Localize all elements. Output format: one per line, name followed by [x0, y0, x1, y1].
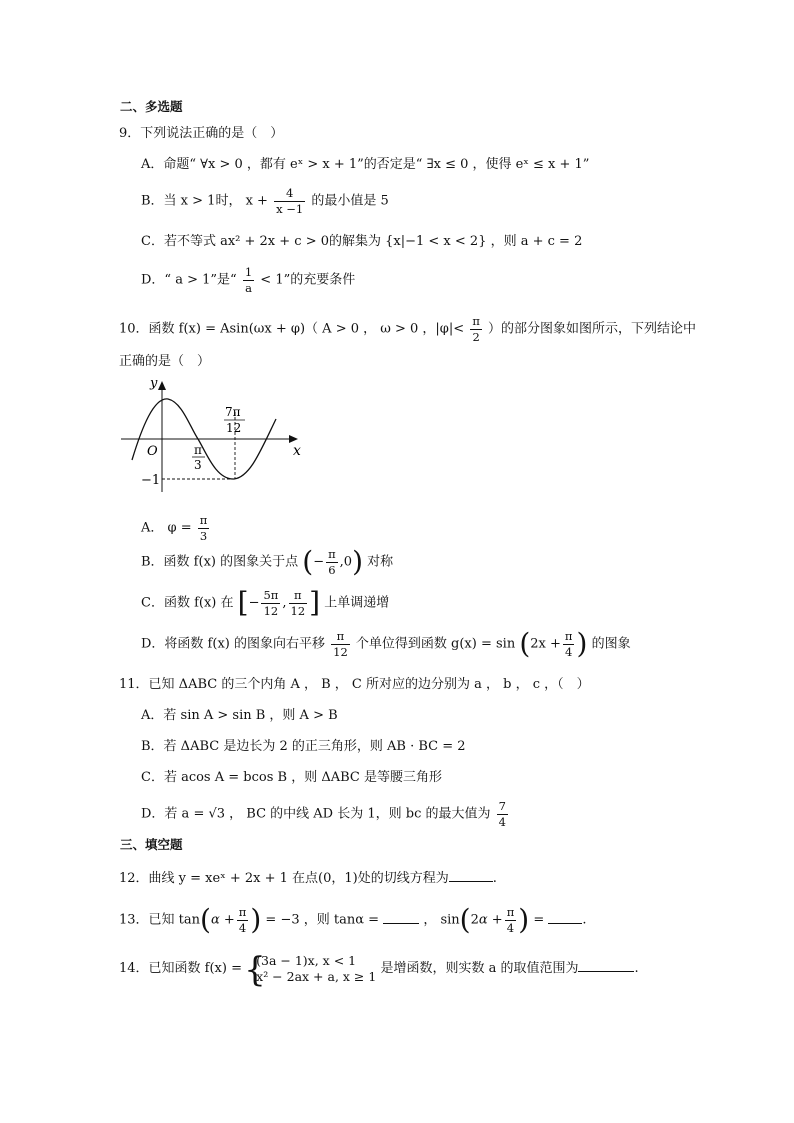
question-10-stem [119, 315, 696, 343]
q9-d-fraction [243, 266, 254, 294]
q10-b-fraction [326, 548, 338, 576]
q10-d-den: 12 [333, 644, 348, 659]
q10-b-post: 对称 [367, 554, 394, 570]
question-13: 13．已知 tan(α + $\frac{\pi}{4}$ ) = −3 ，则 tanα = ， sin(2α + $\frac{\pi}{4}$ ) = . [119, 903, 587, 937]
q10-d-post: 的图象 [591, 636, 631, 652]
q13-answer-blank-1[interactable] [383, 911, 419, 924]
q10-d-lparen: ( [519, 627, 531, 661]
q10-d-fraction [331, 630, 350, 658]
q9-d-num: 1 [244, 265, 253, 279]
q13-rparen1: ) [250, 903, 262, 937]
q10-c-pre: C．函数 f(x) 在 [141, 595, 234, 611]
q10-c-num1: 5π [263, 588, 279, 602]
q9-b-fraction [274, 187, 305, 215]
q10-d-pre: D．将函数 f(x) 的图象向右平移 [141, 636, 325, 652]
question-14 [119, 953, 639, 984]
x-axis-label: x [293, 443, 301, 459]
q9-d-pre: D．“ a > 1”是“ [141, 272, 237, 288]
tick-7pi12-num: 7π [225, 405, 241, 419]
q10-c-num2: π [289, 589, 308, 604]
section-fill-blank-heading: 三、填空题 [120, 837, 183, 852]
q10-b-num: π [328, 547, 336, 561]
q13-mid2: ， sin [423, 912, 460, 928]
origin-label: O [147, 444, 158, 459]
q13-num2: π [506, 905, 515, 919]
q10-c-den2: 12 [290, 603, 306, 618]
q14-answer-blank[interactable] [578, 959, 634, 972]
tick-7pi12-den: 12 [226, 421, 242, 435]
question-11-option-d [141, 800, 510, 828]
q10-b-lparen: ( [302, 545, 314, 579]
q14-end: . [634, 961, 639, 977]
q14-case1: { (3a − 1)x, x < 1 [256, 953, 357, 968]
q12-text: 12．曲线 y = xeˣ + 2x + 1 在点(0，1)处的切线方程为 [119, 871, 449, 886]
question-9-option-c: C．若不等式 ax² + 2x + c > 0的解集为 {x|−1 < x < 2} ，则 a + c = 2 [141, 234, 583, 249]
q13-fraction2 [505, 906, 517, 934]
q9-b-num: 4 [274, 187, 305, 202]
q10-b-pre: B．函数 f(x) 的图象关于点 [141, 554, 299, 570]
q14-post: 是增函数，则实数 a 的取值范围为 [380, 961, 579, 977]
q13-mid1: = −3 ，则 tanα = [265, 912, 380, 928]
question-11-option-a: A．若 sin A > sin B ，则 A > B [141, 708, 338, 723]
question-10-option-d: D．将函数 f(x) 的图象向右平移 $\frac{\pi}{12}$ 个单位得到函数 g(x) = sin (2x + $\frac{\pi}{4}$ ) 的图象 [141, 627, 631, 661]
q10-b-den: 6 [328, 562, 336, 577]
question-10-stem-line2: 正确的是（ ） [119, 354, 211, 369]
q13-den2: 4 [506, 920, 515, 935]
q10-stem-num: π [472, 314, 480, 328]
q10-d-num: π [331, 630, 350, 645]
q10-d-mid: 个单位得到函数 g(x) = sin [355, 636, 516, 652]
q13-lparen1: ( [200, 903, 211, 937]
q12-answer-blank[interactable] [449, 869, 493, 882]
q14-pre: 14．已知函数 f(x) = [119, 961, 242, 977]
q10-a-pre: A． φ = [141, 520, 192, 536]
q9-b-pre: B．当 x > 1时， x + [141, 193, 268, 209]
q10-a-den: 3 [199, 528, 208, 543]
neg-one-label: −1 [141, 473, 161, 488]
q10-stem-pre: 10．函数 f(x) = Asin(ωx + φ)（ A > 0 ， ω > 0 ，|φ|< [119, 321, 465, 337]
question-9-stem: 9．下列说法正确的是（ ） [119, 126, 284, 141]
q11-d-den: 4 [498, 814, 506, 829]
q13-answer-blank-2[interactable] [548, 911, 582, 924]
question-11-option-c: C．若 acos A = bcos B ，则 ΔABC 是等腰三角形 [141, 770, 442, 785]
sine-graph-figure [118, 372, 303, 497]
question-12 [119, 869, 497, 885]
q10-a-num: π [199, 513, 208, 527]
q10-d-fraction2 [563, 630, 575, 658]
q13-num1: π [238, 905, 247, 919]
q9-b-post: 的最小值是 5 [311, 193, 389, 209]
q10-c-rbracket: ] [309, 586, 321, 620]
question-11-stem: 11．已知 ΔABC 的三个内角 A ， B ， C 所对应的边分别为 a ， b ， c ，（ ） [119, 677, 590, 692]
x-axis-arrow-icon [289, 435, 298, 443]
q14-case2: x² − 2ax + a, x ≥ 1 [256, 968, 377, 984]
q13-end: . [582, 912, 587, 928]
q13-den1: 4 [238, 920, 247, 935]
question-10-option-a [141, 514, 211, 542]
q13-pre: 13．已知 tan [119, 912, 201, 928]
q10-d-num2: π [564, 629, 573, 643]
q14-piecewise [246, 953, 376, 984]
question-9-option-d [141, 266, 355, 294]
q11-d-pre: D．若 a = √3 ， BC 的中线 AD 长为 1，则 bc 的最大值为 [141, 806, 491, 822]
y-axis-label: y [150, 376, 158, 391]
q10-c-fraction2 [289, 589, 308, 617]
q10-stem-post: ）的部分图象如图所示，下列结论中 [488, 321, 697, 337]
q13-rparen2: ) [518, 903, 530, 937]
q9-d-post: < 1”的充要条件 [260, 272, 356, 288]
q11-d-fraction [497, 800, 508, 828]
q9-b-den: x −1 [276, 201, 304, 216]
question-9-option-b [141, 187, 389, 215]
question-10-option-b: B．函数 f(x) 的图象关于点 (− $\frac{\pi}{6}$ ,0) 对称 [141, 545, 394, 579]
tick-pi3-den: 3 [194, 458, 202, 472]
question-9-option-a: A．命题“ ∀x > 0 ，都有 eˣ > x + 1”的否定是“ ∃x ≤ 0 ，使得 eˣ ≤ x + 1” [141, 157, 590, 172]
q10-stem-den: 2 [472, 329, 480, 344]
q10-c-fraction1 [261, 589, 280, 617]
q10-d-den2: 4 [565, 644, 573, 659]
y-axis-arrow-icon [158, 381, 166, 390]
q10-c-lbracket: [ [237, 586, 249, 620]
q11-d-num: 7 [498, 799, 506, 813]
q9-d-den: a [245, 280, 252, 295]
q10-c-den1: 12 [263, 603, 279, 618]
q10-b-rparen: ) [352, 545, 363, 579]
q10-a-fraction [198, 514, 210, 542]
q13-lparen2: ( [459, 903, 471, 937]
q10-stem-fraction [470, 315, 482, 343]
question-10-option-c: C．函数 f(x) 在 [− $\frac{5\pi}{12}$ , $\frac{\pi}{12}$ ] 上单调递增 [141, 586, 390, 620]
q12-end: . [492, 871, 497, 886]
q10-c-post: 上单调递增 [324, 595, 390, 611]
tick-pi3-num: π [194, 443, 202, 457]
section-multi-choice-heading: 二、多选题 [120, 99, 183, 114]
question-11-option-b: B．若 ΔABC 是边长为 2 的正三角形，则 AB · BC = 2 [141, 739, 466, 754]
q10-d-rparen: ) [576, 627, 588, 661]
q13-fraction1 [237, 906, 249, 934]
